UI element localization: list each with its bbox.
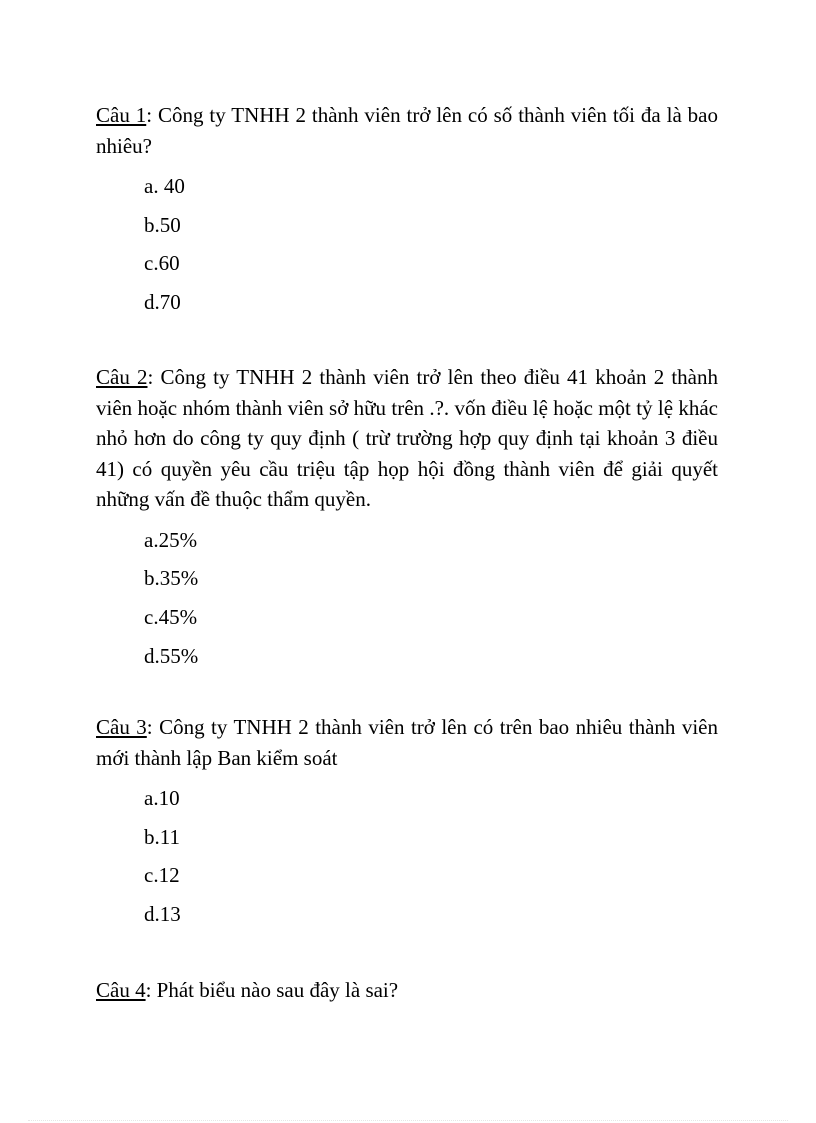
question-2-label: Câu 2 — [96, 365, 148, 389]
question-4-text — [96, 975, 718, 1006]
option-d: d.55% — [144, 643, 199, 668]
option-b: b.11 — [144, 824, 180, 849]
option-a: a. 40 — [144, 174, 185, 198]
question-3-label: Câu 3 — [96, 715, 147, 739]
question-1-body: : Công ty TNHH 2 thành viên trở lên có số thành viên tối đa là bao nhiêu? — [96, 103, 718, 158]
question-4-label: Câu 4 — [96, 978, 146, 1002]
question-4-body: : Phát biểu nào sau đây là sai? — [145, 978, 399, 1002]
option-b: b.35% — [144, 566, 199, 591]
question-2-options — [96, 521, 718, 676]
question-2-text — [96, 362, 718, 515]
option-c: c.45% — [144, 604, 198, 629]
question-1-text — [96, 100, 718, 161]
option-c: c.60 — [144, 251, 180, 276]
option-b: b.50 — [144, 212, 181, 237]
question-3-body: : Công ty TNHH 2 thành viên trở lên có trên bao nhiêu thành viên mới thành lập Ban kiểm soát — [96, 715, 719, 770]
question-3-text — [96, 712, 718, 773]
option-c: c.12 — [144, 863, 180, 888]
question-2 — [96, 362, 718, 675]
option-a: a.25% — [144, 527, 198, 552]
question-2-body: : Công ty TNHH 2 thành viên trở lên theo điều 41 khoản 2 thành viên hoặc nhóm thành viên sở hữu trên .?. vốn điều lệ hoặc một tỷ lệ khác nhỏ hơn do công ty quy định ( trừ trường hợp quy định tại khoản 3 điều 41) có quyền yêu cầu triệu tập họp hội đồng thành viên để giải quyết những vấn đề thuộc thẩm quyền. — [96, 365, 719, 511]
option-a: a.10 — [144, 786, 180, 810]
question-1 — [96, 100, 718, 322]
option-d: d.13 — [144, 902, 181, 927]
question-3-options — [96, 779, 718, 934]
question-3 — [96, 712, 718, 934]
question-1-label: Câu 1 — [96, 103, 147, 127]
question-1-options — [96, 167, 718, 322]
option-d: d.70 — [144, 290, 181, 315]
question-4 — [96, 975, 718, 1006]
page-bottom-divider — [28, 1120, 788, 1121]
